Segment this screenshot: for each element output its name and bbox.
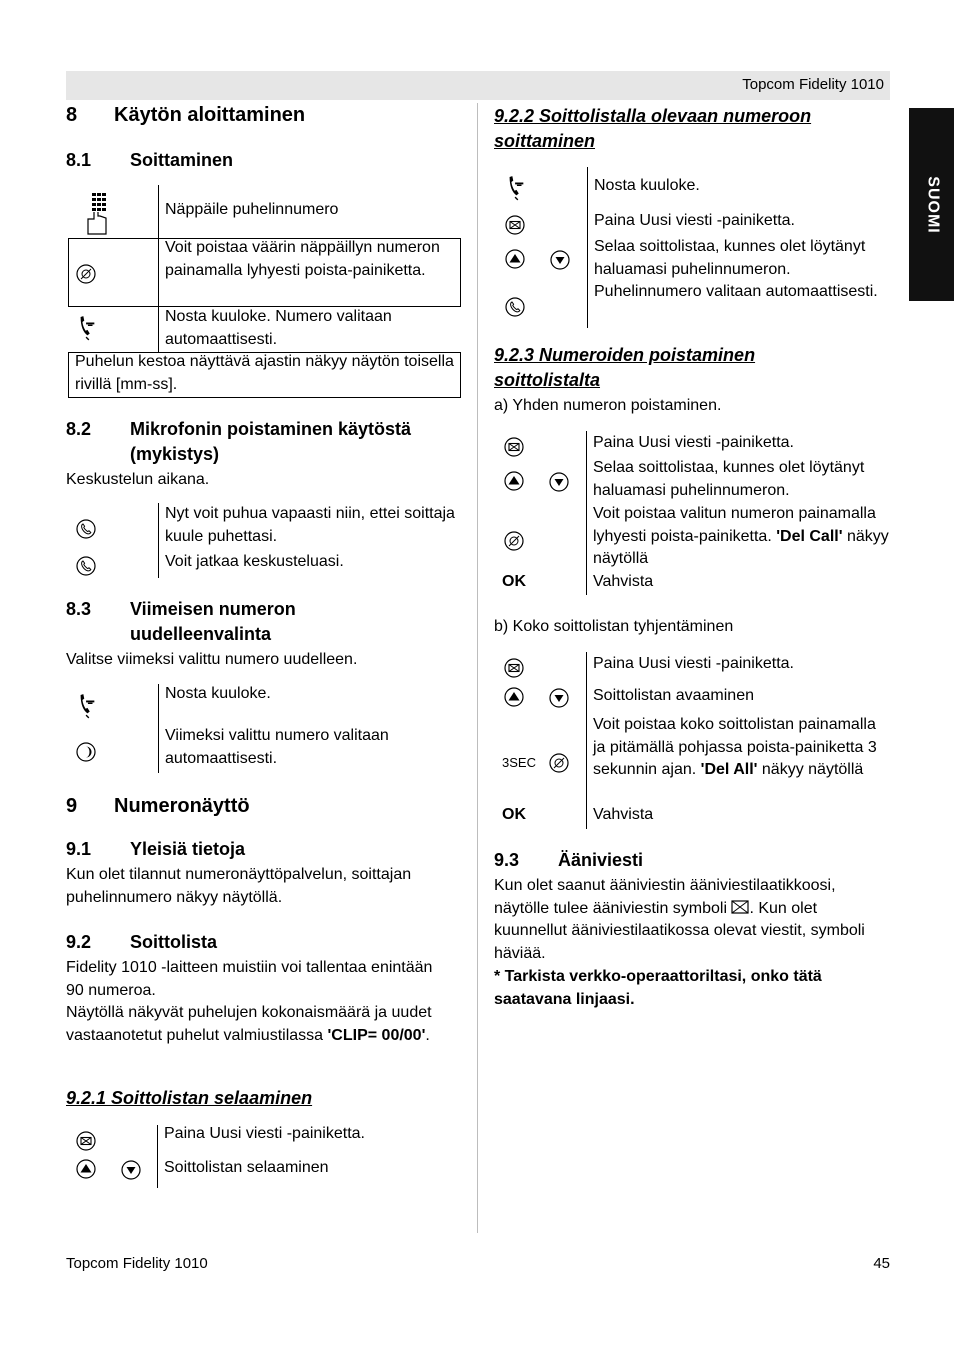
- language-tab: [909, 108, 954, 301]
- step-text: Selaa soittolistaa, kunnes olet löytänyt haluamasi puhelinnumeron.: [594, 238, 866, 278]
- body-text: Kun olet tilannut numeronäyttöpalvelun, soittajan puhelinnumero näkyy näytöllä.: [66, 866, 412, 906]
- section-8-2-heading: 8.2 Mikrofonin poistaminen käytöstä (mykistys): [66, 419, 412, 464]
- phone-icon: [76, 556, 96, 576]
- language-tab-label: SUOMI: [923, 175, 941, 234]
- section-9-2-1-heading: 9.2.1 Soittolistan selaaminen: [66, 1088, 313, 1108]
- step-text: Voit poistaa väärin näppäillyn numeron painamalla lyhyesti poista-painiketta.: [165, 239, 440, 279]
- step-text: Näppäile puhelinnumero: [165, 201, 339, 218]
- up-arrow-icon: [504, 687, 524, 707]
- step-text: Selaa soittolistaa, kunnes olet löytänyt haluamasi puhelinnumeron.: [593, 459, 865, 499]
- step-text: Voit jatkaa keskusteluasi.: [165, 553, 344, 570]
- section-9-2-2-heading: 9.2.2 Soittolistalla olevaan numeroon soittaminen: [494, 106, 812, 151]
- body-text: Kun olet saanut ääniviestin ääniviestilaatikkoosi, näytölle tulee ääniviestin symboli . Kun olet kuunnellut ääniviestilaatikossa olevat viestit, symboli häviää.: [494, 877, 865, 962]
- delete-icon: [504, 531, 524, 551]
- header-title: Topcom Fidelity 1010: [742, 76, 884, 93]
- section-9-1-heading: 9.1 Yleisiä tietoja: [66, 839, 246, 859]
- phone-icon: [505, 297, 525, 317]
- redial-icon: [76, 742, 96, 762]
- down-arrow-icon: [549, 472, 569, 492]
- del-all-label: 'Del All': [700, 761, 758, 778]
- table-line: [158, 307, 159, 352]
- page-header: [66, 71, 890, 100]
- intro-text: Keskustelun aikana.: [66, 471, 210, 488]
- operator-note: * Tarkista verkko-operaattoriltasi, onko tätä saatavana linjaasi.: [494, 968, 822, 1008]
- step-text: Nosta kuuloke.: [594, 177, 700, 194]
- note-text: Puhelun kestoa näyttävä ajastin näkyy näytön toisella rivillä [mm-ss].: [75, 353, 454, 393]
- three-second-label: 3SEC: [502, 755, 536, 770]
- keypad-icon: [82, 192, 110, 236]
- step-text: Voit poistaa valitun numeron painamalla lyhyesti poista-painiketta. 'Del Call' näkyy näytöllä: [593, 505, 889, 567]
- handset-lift-icon: [76, 314, 98, 342]
- body-text: Näytöllä näkyvät puhelujen kokonaismäärä ja uudet vastaanotetut puhelut valmiustilassa 'CLIP= 00/00'.: [66, 1004, 432, 1044]
- section-9-3-heading: 9.3 Ääniviesti: [494, 850, 644, 870]
- table-line: [587, 167, 588, 328]
- del-call-label: 'Del Call': [776, 527, 843, 545]
- step-text: Soittolistan selaaminen: [164, 1159, 329, 1176]
- envelope-icon: [504, 658, 524, 678]
- footer-title: Topcom Fidelity 1010: [66, 1255, 208, 1272]
- section-8-heading: 8 Käytön aloittaminen: [66, 104, 306, 126]
- step-text: Vahvista: [593, 573, 654, 590]
- table-line: [586, 652, 587, 829]
- column-divider: [477, 103, 478, 1233]
- table-line: [158, 185, 159, 238]
- voicemail-envelope-icon: [731, 900, 749, 914]
- down-arrow-icon: [121, 1160, 141, 1180]
- section-9-2-heading: 9.2 Soittolista: [66, 932, 218, 952]
- up-arrow-icon: [76, 1159, 96, 1179]
- section-9-heading: 9 Numeronäyttö: [66, 795, 250, 817]
- step-text: Viimeksi valittu numero valitaan automaattisesti.: [165, 727, 389, 767]
- step-text: Nosta kuuloke. Numero valitaan automaattisesti.: [165, 308, 392, 348]
- section-9-2-3-heading: 9.2.3 Numeroiden poistaminen soittolistalta: [494, 345, 756, 390]
- step-text: Nyt voit puhua vapaasti niin, ettei soittaja kuule puhettasi.: [165, 505, 455, 545]
- table-line: [157, 1125, 158, 1188]
- section-8-1-heading: 8.1 Soittaminen: [66, 150, 234, 170]
- step-text: Paina Uusi viesti -painiketta.: [593, 434, 794, 451]
- body-text: Fidelity 1010 -laitteen muistiin voi tallentaa enintään 90 numeroa.: [66, 959, 433, 999]
- up-arrow-icon: [504, 471, 524, 491]
- envelope-icon: [505, 215, 525, 235]
- delete-icon: [549, 753, 569, 773]
- sub-intro: b) Koko soittolistan tyhjentäminen: [494, 618, 734, 635]
- step-text: Puhelinnumero valitaan automaattisesti.: [594, 283, 878, 300]
- clip-value: 'CLIP= 00/00': [327, 1026, 426, 1044]
- step-text: Nosta kuuloke.: [165, 685, 271, 702]
- handset-lift-icon: [505, 174, 527, 202]
- down-arrow-icon: [549, 688, 569, 708]
- page-number: 45: [873, 1255, 890, 1272]
- ok-key-label: OK: [502, 573, 526, 590]
- section-8-3-heading: 8.3 Viimeisen numeron uudelleenvalinta: [66, 599, 296, 644]
- table-line: [586, 431, 587, 595]
- phone-icon: [76, 519, 96, 539]
- table-line: [158, 684, 159, 773]
- delete-icon: [76, 264, 96, 284]
- handset-lift-icon: [76, 692, 98, 720]
- step-text: Paina Uusi viesti -painiketta.: [164, 1125, 365, 1142]
- table-line: [158, 503, 159, 578]
- down-arrow-icon: [550, 250, 570, 270]
- envelope-icon: [76, 1131, 96, 1151]
- table-line: [158, 238, 159, 307]
- up-arrow-icon: [505, 249, 525, 269]
- ok-key-label: OK: [502, 806, 526, 823]
- intro-text: Valitse viimeksi valittu numero uudelleen.: [66, 651, 358, 668]
- step-text: Paina Uusi viesti -painiketta.: [593, 655, 794, 672]
- step-text: Vahvista: [593, 806, 654, 823]
- step-text: Soittolistan avaaminen: [593, 687, 754, 704]
- step-text: Voit poistaa koko soittolistan painamalla ja pitämällä pohjassa poista-painiketta 3 sekunnin ajan. 'Del All' näkyy näytöllä: [593, 716, 877, 778]
- envelope-icon: [504, 437, 524, 457]
- step-text: Paina Uusi viesti -painiketta.: [594, 212, 795, 229]
- sub-intro: a) Yhden numeron poistaminen.: [494, 397, 722, 414]
